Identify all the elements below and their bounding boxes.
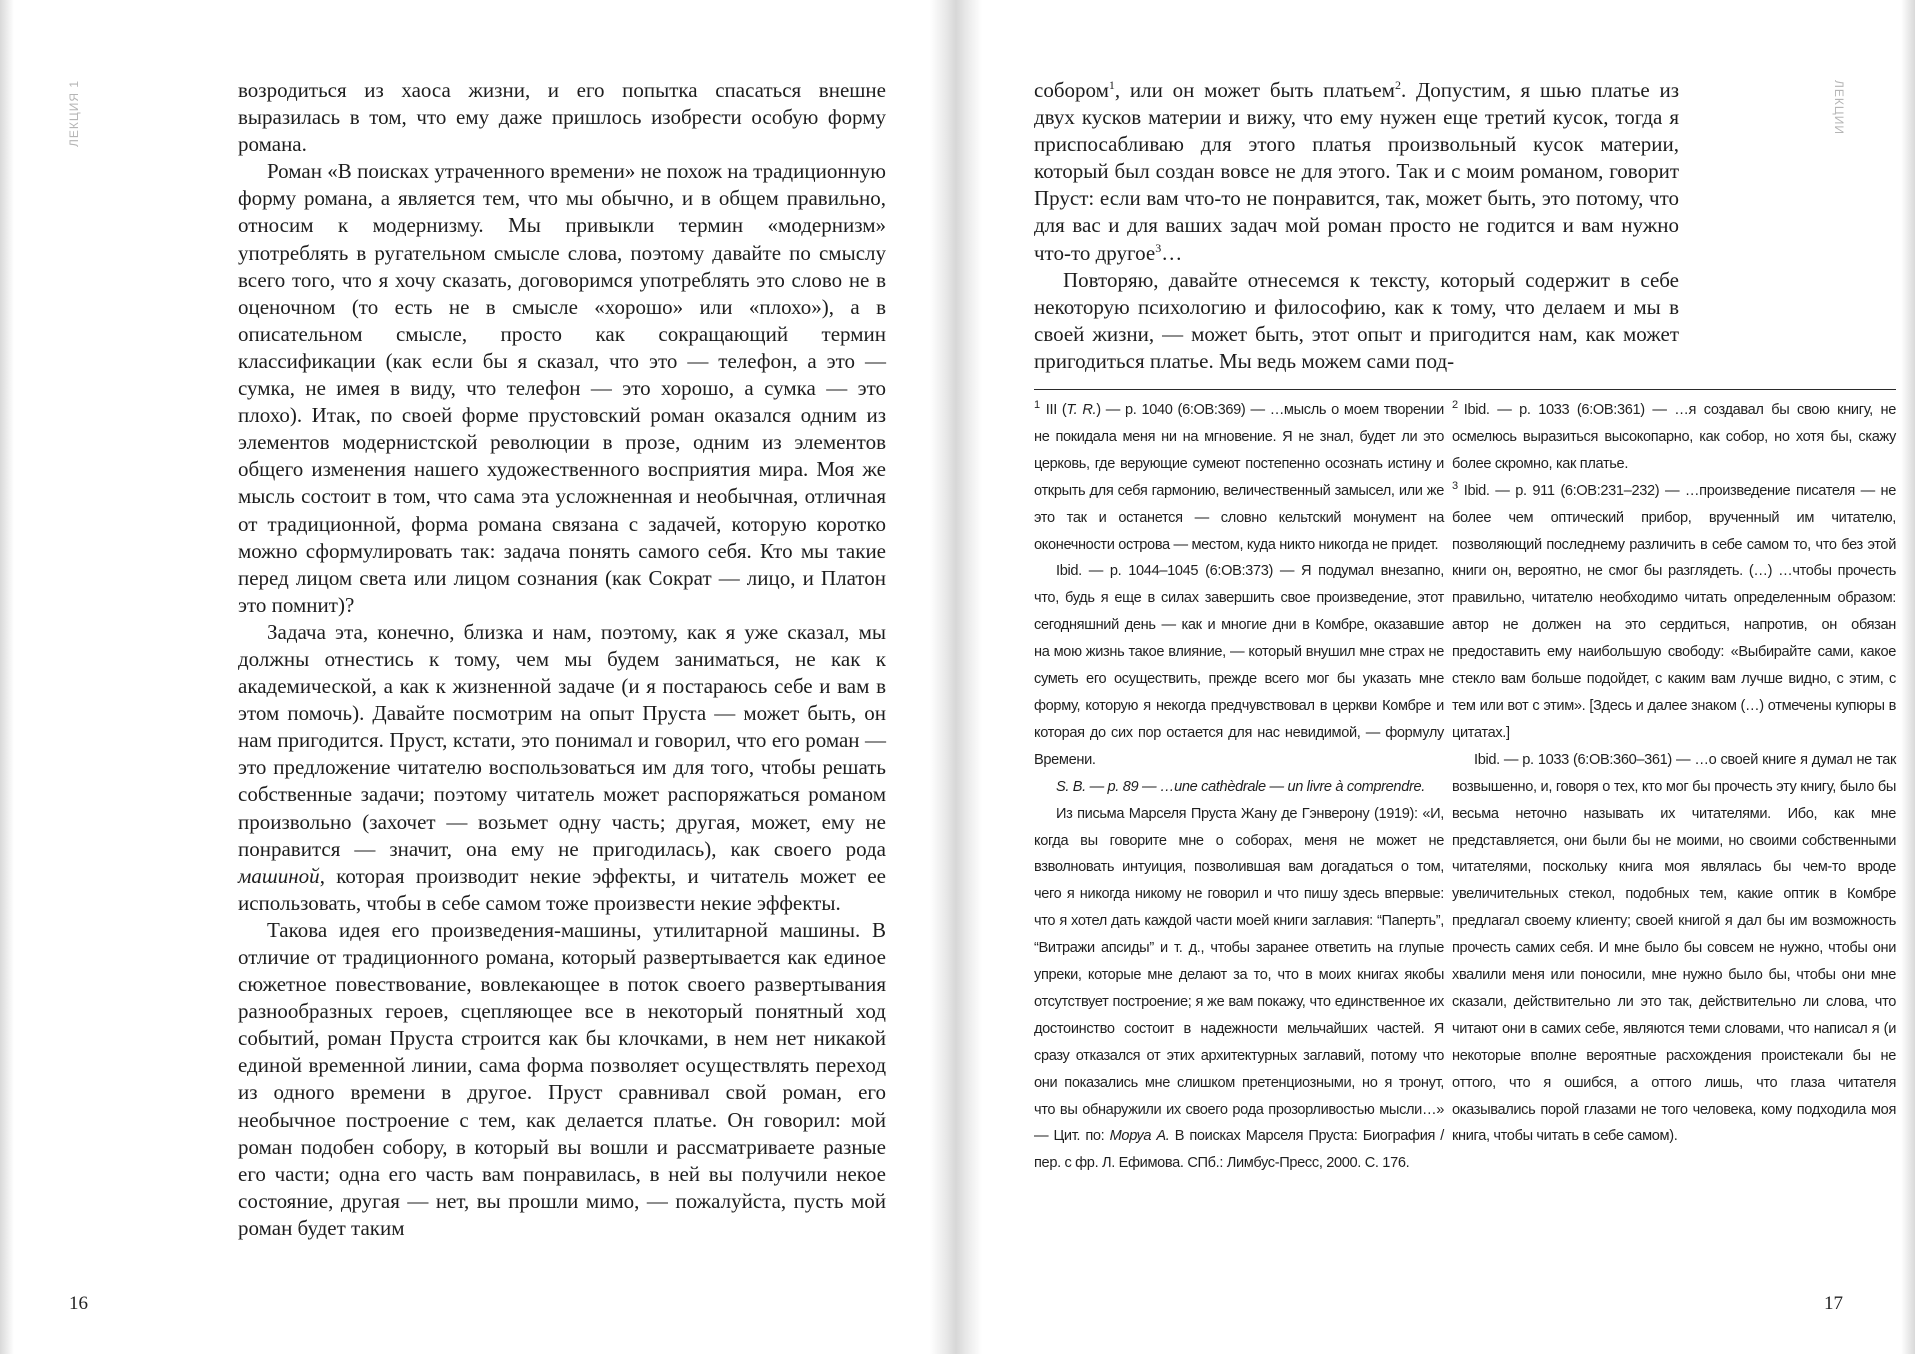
footnote-text: Из письма Марселя Пруста Жану де Гэнверону (1919): «И, когда вы говорите мне о соборах, меня не может не взволновать интуиция, позволившая вам догадаться о том, чего я никогда никому не говорил и что пишу здесь впервые: что я хотел дать каждой части моей книги заглавия: “Паперть”, “Витражи апсиды” и т. д., чтобы заранее ответить на глупые упреки, которые мне делают за то, что в моих книгах якобы отсутствует построение; я же вам покажу, что единственное их достоинство состоит в надежности мельчайших частей. Я сразу отказался от этих архитектурных заглавий, потому что они показались мне слишком претенциозными, но я тронут, что вы обнаружили их своего рода прозорливостью мысли…» — Цит. по: <box>1034 805 1444 1145</box>
footnote-italic: Моруа А. <box>1109 1128 1170 1145</box>
footnote-3 <box>1452 478 1896 747</box>
footnote-text: Ibid. — p. 1033 (6:OB:361) — …я создавал бы свою книгу, не осмелюсь выразиться высокопарно, как собор, но хотя бы, скажу более скромно, как платье. <box>1452 402 1896 472</box>
paragraph: Повторяю, давайте отнесемся к тексту, который содержит в себе некоторую психологию и философию, как к тому, что делаем и мы в своей жизни, — может быть, этот опыт и пригодится нам, как может пригодиться платье. Мы ведь можем сами под- <box>1034 267 1679 373</box>
paragraph: Роман «В поисках утраченного времени» не похож на традиционную форму романа, а является тем, что мы обычно, и в общем правильно, относим к модернизму. Мы привыкли термин «модернизм» употреблять в ругательном смысле слова, поэтому давайте по смыслу всего того, что я хочу сказать, договоримся употреблять это слово не в оценочном (то есть не в смысле «хорошо» или «плохо»), а в описательном смысле, просто как сокращающий термин классификации (как если бы я сказал, что это — телефон, а это — сумка, не имея в виду, что телефон — это хорошо, а сумка — это плохо). Итак, по своей форме прустовский роман оказался одним из элементов модернистской революции в прозе, одним из элементов общего изменения нашего художественного восприятия мира. Моя же мысль состоит в том, что сама эта усложненная и необычная, отличная от традиционной, форма романа связана с задачей, которую коротко можно сформулировать так: задача понять самого себя. Кто мы такие перед лицом света или лицом сознания (как Сократ — лицо, и Платон это помнит)? <box>238 159 886 617</box>
left-page-edge <box>0 0 14 1354</box>
footnote-2 <box>1452 397 1896 478</box>
footnote-ref[interactable]: 1 <box>1108 78 1115 92</box>
footnote-paragraph <box>1034 774 1444 801</box>
footnote-paragraph: Ibid. — p. 1033 (6:OB:360–361) — …о своей книге я думал не так возвышенно, и, говоря о тех, кто мог бы прочесть эту книгу, было бы весьма неточно называть их читателями. Ибо, как мне представляется, они были бы не моими, но своими собственными читателями, поскольку книга моя являлась бы чем-то вроде увеличительных стекол, подобных тем, какие оптик в Комбре предлагал своему клиенту; своей книгой я дал бы им возможность прочесть самих себя. И мне было бы совсем не нужно, чтобы они хвалили меня или поносили, мне нужно было бы, чтобы они мне сказали, действительно ли это так, действительно ли слова, что читают они в самих себе, являются теми словами, что написал я (и некоторые вполне вероятные расхождения проистекали бы не оттого, что я ошибся, а оттого лишь, что глаза читателя оказывались порой глазами не того человека, кому подходила моя книга, чтобы читать в себе самом). <box>1452 751 1896 1145</box>
footnote-text: В поисках Марселя Пруста: Биография / пер. с фр. Л. Ефимова. СПб.: Лимбус-Пресс, 2000. С. 176. <box>1034 1128 1444 1172</box>
left-main-text <box>238 77 886 1242</box>
footnote-italic: T. R. <box>1066 402 1097 418</box>
emphasis-text: машиной <box>238 863 320 888</box>
right-main-text <box>1034 77 1679 375</box>
running-head-right: ЛЕКЦИИ <box>1832 80 1846 135</box>
paragraph-text: … <box>1161 240 1183 265</box>
footnotes-column-2 <box>1452 397 1896 1150</box>
paragraph <box>1034 77 1679 267</box>
footnote-ref[interactable]: 3 <box>1155 240 1162 255</box>
paragraph-text: , которая производит некие эффекты, и читатель может ее использовать, чтобы в себе самом тоже произвести некие эффекты. <box>238 863 886 915</box>
footnote-text: Ibid. — p. 911 (6:OB:231–232) — …произведение писателя — не более чем оптический прибор, врученный им читателю, позволяющий последнему различить в себе самом то, что без этой книги он, вероятно, не смог бы разглядеть. (…) …чтобы прочесть правильно, читателю необходимо читать определенным образом: автор не должен на это сердиться, напротив, он обязан предоставить ему наибольшую свободу: «Выбирайте сами, какое стекло вам больше подойдет, с каким вам лучше видно, с этим, с тем или вот с этим». [Здесь и далее знаком (…) отмечены купюры в цитатах.] <box>1452 482 1896 741</box>
paragraph-text: собором <box>1034 78 1109 102</box>
right-page <box>962 0 1915 1354</box>
book-gutter <box>930 0 982 1354</box>
footnote-text: ) — p. 1040 (6:OB:369) — …мысль о моем творении не покидала меня ни на мгновение. Я не знал, будет ли это церковь, где верующие сумеют постепенно осознать истину и открыть для себя гармонию, величественный замысел, или же это так и останется — словно кельтский монумент на оконечности острова — местом, куда никто никогда не придет. <box>1034 402 1444 553</box>
running-head-left: ЛЕКЦИЯ 1 <box>67 80 81 148</box>
footnote-text: III ( <box>1045 402 1067 418</box>
footnote-rule <box>1034 389 1896 390</box>
paragraph <box>238 619 886 917</box>
footnote-number: 3 <box>1452 479 1458 492</box>
paragraph: Такова идея его произведения-машины, утилитарной машины. В отличие от традиционного романа, который развертывается как единое сюжетное повествование, вовлекающее в поток своего развертывания разнообразных героев, сцепляющее все в некоторый понятный ход событий, роман Пруста строится как бы клочками, в нем нет никакой единой временной линии, сама форма позволяет осуществлять переход из одного времени в другое. Пруст сравнивал свой роман, его необычное построение с тем, как делается платье. Он говорил: мой роман подобен собору, в который вы вошли и рассматриваете разные его части; одна его часть вам понравилась, в ней вы получили некое состояние, другая — нет, вы прошли мимо, — пожалуйста, пусть мой роман будет таким <box>238 917 886 1240</box>
page-number-right: 17 <box>1824 1293 1843 1314</box>
left-page <box>0 0 950 1354</box>
page-number-left: 16 <box>69 1293 88 1314</box>
footnote-paragraph <box>1034 801 1444 1178</box>
footnote-1 <box>1034 397 1444 558</box>
paragraph: возродиться из хаоса жизни, и его попытка спасаться внешне выразилась в том, что ему даже пришлось изобрести особую форму романа. <box>238 78 886 157</box>
footnote-ref[interactable]: 2 <box>1394 78 1401 92</box>
paragraph-text: . Допустим, я шью платье из двух кусков материи и вижу, что ему нужен еще третий кусок, тогда я приспосабливаю для этого платья произвольный кусок материи, который был создан вовсе не для этого. Так и с моим романом, говорит Пруст: если вам что-то не понравится, так, может быть, это потому, что для вас и для ваших задач мой роман просто не годится и вам нужно что-то другое <box>1034 78 1679 265</box>
paragraph-text: , или он может быть платьем <box>1114 78 1395 102</box>
right-page-edge <box>1901 0 1915 1354</box>
footnote-number: 1 <box>1034 399 1040 412</box>
footnotes-column-1 <box>1034 397 1444 1177</box>
footnote-number: 2 <box>1452 399 1458 412</box>
paragraph-text: Задача эта, конечно, близка и нам, поэтому, как я уже сказал, мы должны отнестись к тому, чем мы будем заниматься, не как к академической, а как к жизненной задаче (и я постараюсь себе и вам в этом помочь). Давайте посмотрим на опыт Пруста — может быть, он нам пригодится. Пруст, кстати, это понимал и говорил, что его роман — это предложение читателю воспользоваться им для того, чтобы решать собственные задачи; поэтому читатель может распоряжаться романом произвольно (захочет — возьмет одну часть; другая, может, ему не понравится — значит, она ему не пригодилась), как своего рода <box>238 619 886 861</box>
footnote-paragraph: Ibid. — p. 1044–1045 (6:OB:373) — Я подумал внезапно, что, будь я еще в силах завершить свое произведение, этот сегодняшний день — как и многие дни в Комбре, оказавшие на мою жизнь такое влияние, — который внушил мне страх не суметь его осуществить, прежде всего мог бы указать мне форму, которую я некогда предчувствовал в церкви Комбре и которая до сих пор остается для нас невидимой, — формулу Времени. <box>1034 563 1444 768</box>
footnote-italic: S. B. — p. 89 — …une cathèdrale — un livre à comprendre. <box>1056 778 1425 795</box>
